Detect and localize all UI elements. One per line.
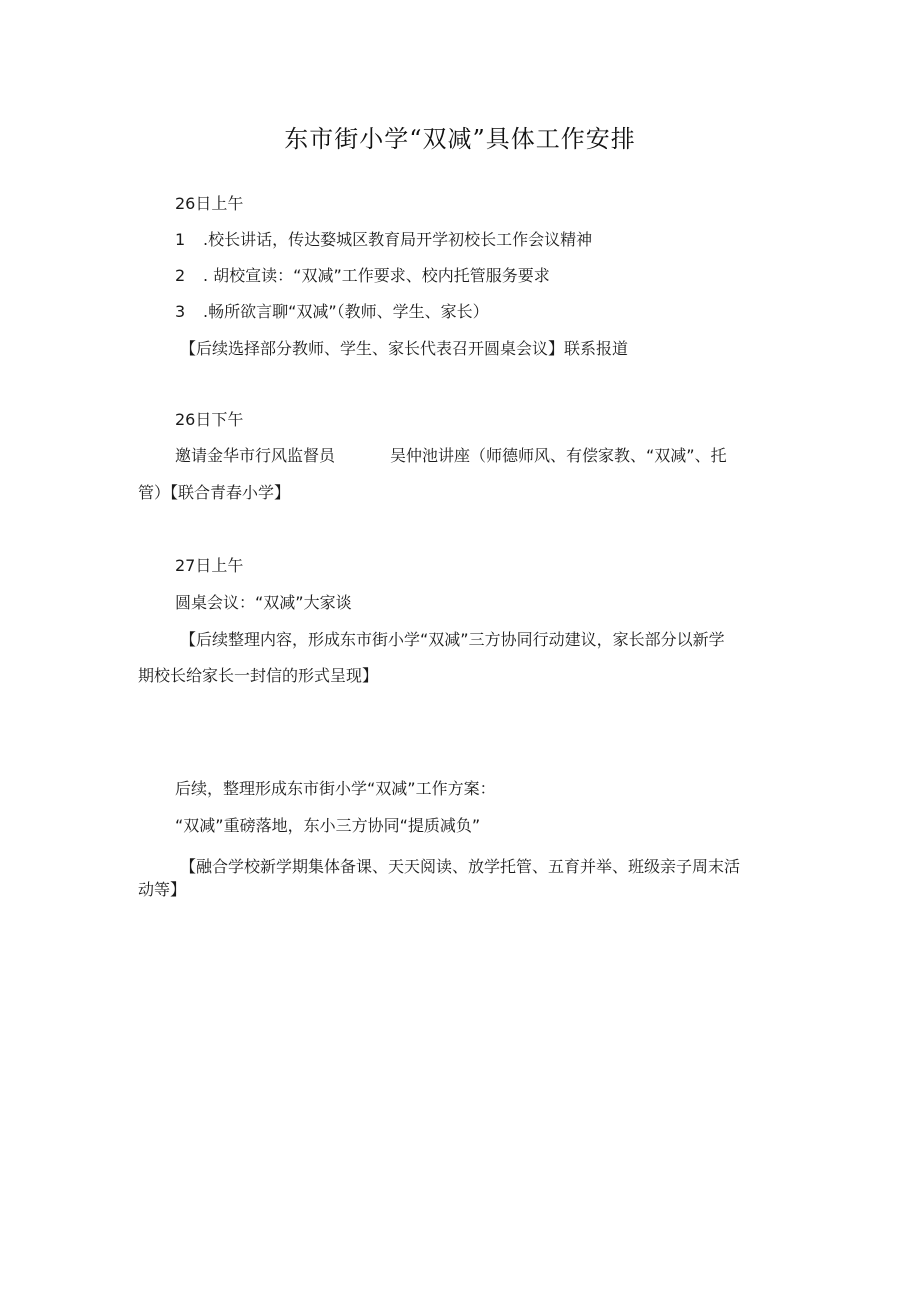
followup-note-line-1: 【融合学校新学期集体备课、天天阅读、放学托管、五育并举、班级亲子周末活 xyxy=(180,857,741,876)
document-title: 东市街小学“双减”具体工作安排 xyxy=(284,125,636,153)
agenda-item-text: .校长讲话，传达婺城区教育局开学初校长工作会议精神 xyxy=(203,230,593,249)
agenda-item-number: 1 xyxy=(175,230,186,249)
section-note-26-morning: 【后续选择部分教师、学生、家长代表召开圆桌会议】联系报道 xyxy=(180,339,629,358)
roundtable-line: 圆桌会议：“双减”大家谈 xyxy=(175,593,352,612)
section-heading-27-morning: 27日上午 xyxy=(175,556,244,575)
agenda-item-number: 2 xyxy=(175,266,186,285)
section-note-27-line-2: 期校长给家长一封信的形式呈现】 xyxy=(138,666,379,685)
followup-line-2: “双减”重磅落地，东小三方协同“提质减负” xyxy=(175,816,481,835)
afternoon-line-1a: 邀请金华市行风监督员 xyxy=(175,446,336,465)
afternoon-line-1b: 吴仲池讲座（师德师风、有偿家教、“双减”、托 xyxy=(390,446,727,465)
followup-line-1: 后续，整理形成东市街小学“双减”工作方案： xyxy=(175,779,496,798)
section-heading-26-afternoon: 26日下午 xyxy=(175,410,244,429)
agenda-item-text: . 胡校宣读：“双减”工作要求、校内托管服务要求 xyxy=(203,266,550,285)
agenda-item-number: 3 xyxy=(175,302,186,321)
agenda-item-3 xyxy=(175,300,489,324)
agenda-item-text: .畅所欲言聊“双减”（教师、学生、家长） xyxy=(203,302,489,321)
section-heading-26-morning: 26日上午 xyxy=(175,194,244,213)
agenda-item-2 xyxy=(175,264,550,288)
agenda-item-1 xyxy=(175,228,592,252)
afternoon-line-2: 管）【联合青春小学】 xyxy=(138,483,291,502)
followup-note-line-2: 动等】 xyxy=(138,880,187,899)
section-note-27-line-1: 【后续整理内容，形成东市街小学“双减”三方协同行动建议，家长部分以新学 xyxy=(180,630,725,649)
